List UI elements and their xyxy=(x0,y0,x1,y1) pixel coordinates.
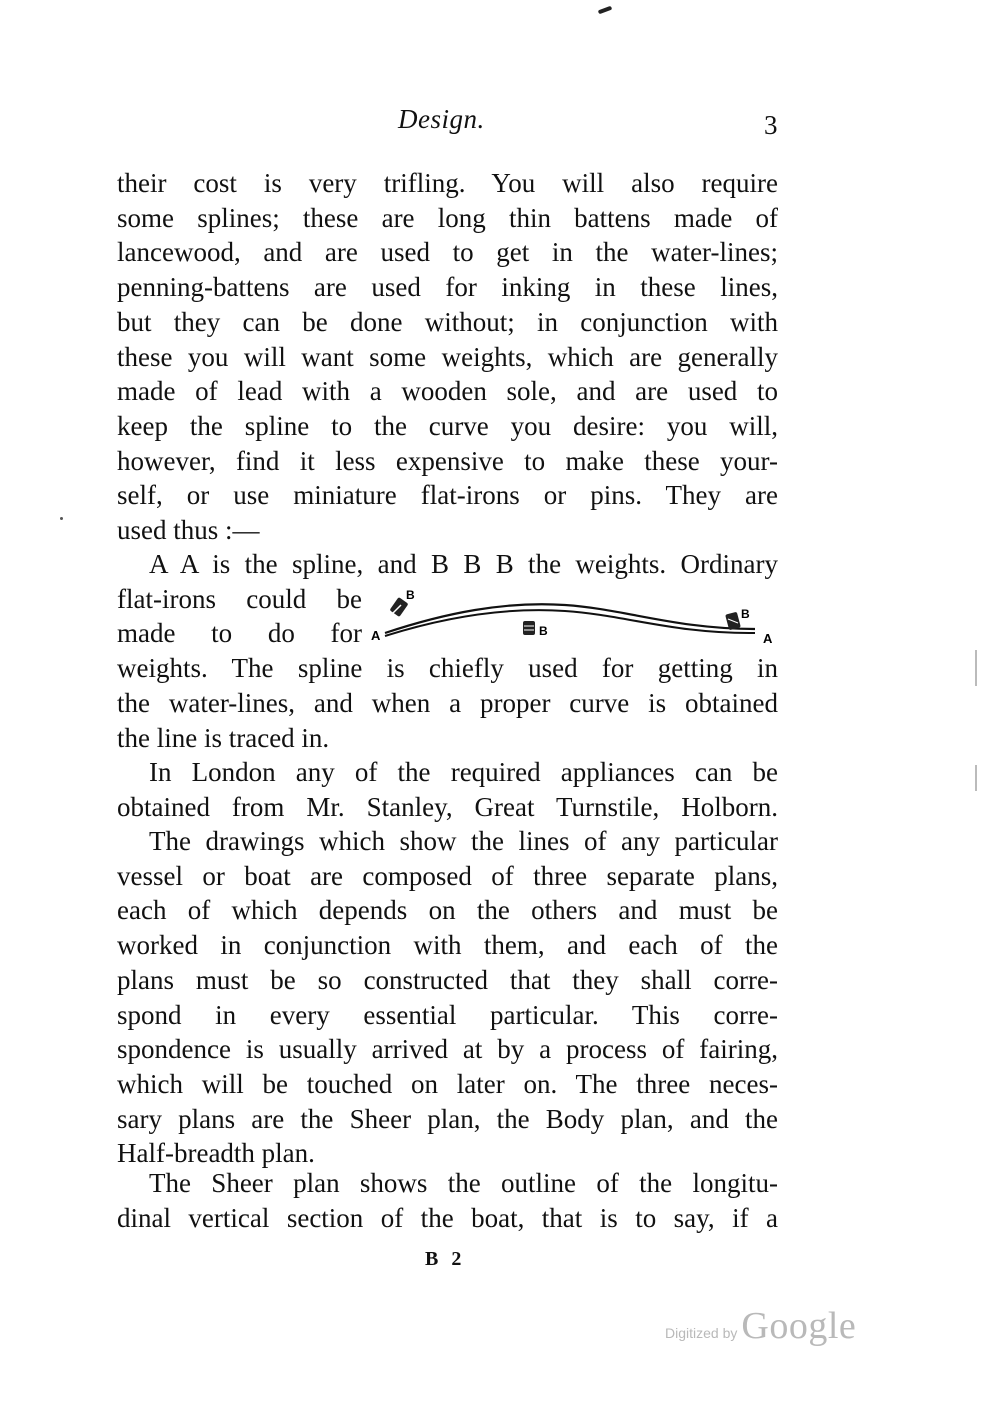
text-line: spondence is usually arrived at by a process of fairing, xyxy=(117,1034,778,1065)
spline-illustration xyxy=(365,585,785,655)
text-line: but they can be done without; in conjunction with xyxy=(117,306,778,337)
text-line: spond in every essential particular. This corre- xyxy=(117,999,778,1030)
text-line: weights. The spline is chiefly used for getting in xyxy=(117,653,778,684)
watermark-brand: Google xyxy=(741,1305,857,1347)
signature-mark: B 2 xyxy=(425,1248,466,1270)
spline-label-right: A xyxy=(763,631,773,646)
running-head: Design. xyxy=(398,104,485,134)
text-line: penning-battens are used for inking in these lines, xyxy=(117,272,778,303)
paragraph-1 xyxy=(117,166,778,548)
paragraph-3 xyxy=(117,755,778,824)
text-line: each of which depends on the others and must be xyxy=(117,895,778,926)
scan-speck xyxy=(60,517,63,520)
margin-scan-line xyxy=(975,650,977,686)
text-line: made of lead with a wooden sole, and are used to xyxy=(117,376,778,407)
text-line: the line is traced in. xyxy=(117,722,330,753)
weight-middle xyxy=(523,621,535,635)
text-line: The Sheer plan shows the outline of the longitu- xyxy=(149,1168,778,1198)
text-line: the water-lines, and when a proper curve is obtained xyxy=(117,687,778,718)
page-number: 3 xyxy=(764,110,778,140)
text-line: some splines; these are long thin battens made of xyxy=(117,202,778,233)
watermark-prefix: Digitized by xyxy=(665,1325,738,1341)
text-line: however, find it less expensive to make these your- xyxy=(117,445,778,476)
scan-speck xyxy=(598,6,613,15)
margin-scan-line xyxy=(975,765,977,791)
text-line: A A is the spline, and B B B the weights. Ordinary xyxy=(149,549,778,579)
paragraph-5 xyxy=(117,1166,778,1235)
weight-label: B xyxy=(406,588,415,602)
text-line: vessel or boat are composed of three separate plans, xyxy=(117,860,778,891)
weight-label: B xyxy=(539,624,548,638)
text-line: flat-irons could be xyxy=(117,583,362,614)
digitized-watermark xyxy=(665,1304,856,1348)
text-line: used thus :— xyxy=(117,515,260,546)
text-line: these you will want some weights, which are generally xyxy=(117,341,778,372)
text-line: plans must be so constructed that they shall corre- xyxy=(117,964,778,995)
text-line: dinal vertical section of the boat, that is to say, if a xyxy=(117,1202,778,1233)
text-line: sary plans are the Sheer plan, the Body plan, and the xyxy=(117,1103,778,1134)
text-line: Half-breadth plan. xyxy=(117,1138,315,1169)
text-line: made to do for xyxy=(117,618,362,649)
text-line: their cost is very trifling. You will also require xyxy=(117,168,778,198)
spline-label-left: A xyxy=(371,628,381,643)
text-line: which will be touched on later on. The three neces- xyxy=(117,1068,778,1099)
spline-lower-edge xyxy=(385,610,755,636)
spline-upper-edge xyxy=(385,604,755,633)
text-line: obtained from Mr. Stanley, Great Turnstile, Holborn. xyxy=(117,791,778,822)
paragraph-4 xyxy=(117,824,778,1171)
text-line: lancewood, and are used to get in the water-lines; xyxy=(117,237,778,268)
text-line: self, or use miniature flat-irons or pins. They are xyxy=(117,480,778,511)
text-line: The drawings which show the lines of any particular xyxy=(149,826,778,856)
text-line: worked in conjunction with them, and each of the xyxy=(117,930,778,961)
text-line: In London any of the required appliances can be xyxy=(149,757,778,787)
text-line: keep the spline to the curve you desire: you will, xyxy=(117,410,778,441)
weight-label: B xyxy=(741,607,750,621)
